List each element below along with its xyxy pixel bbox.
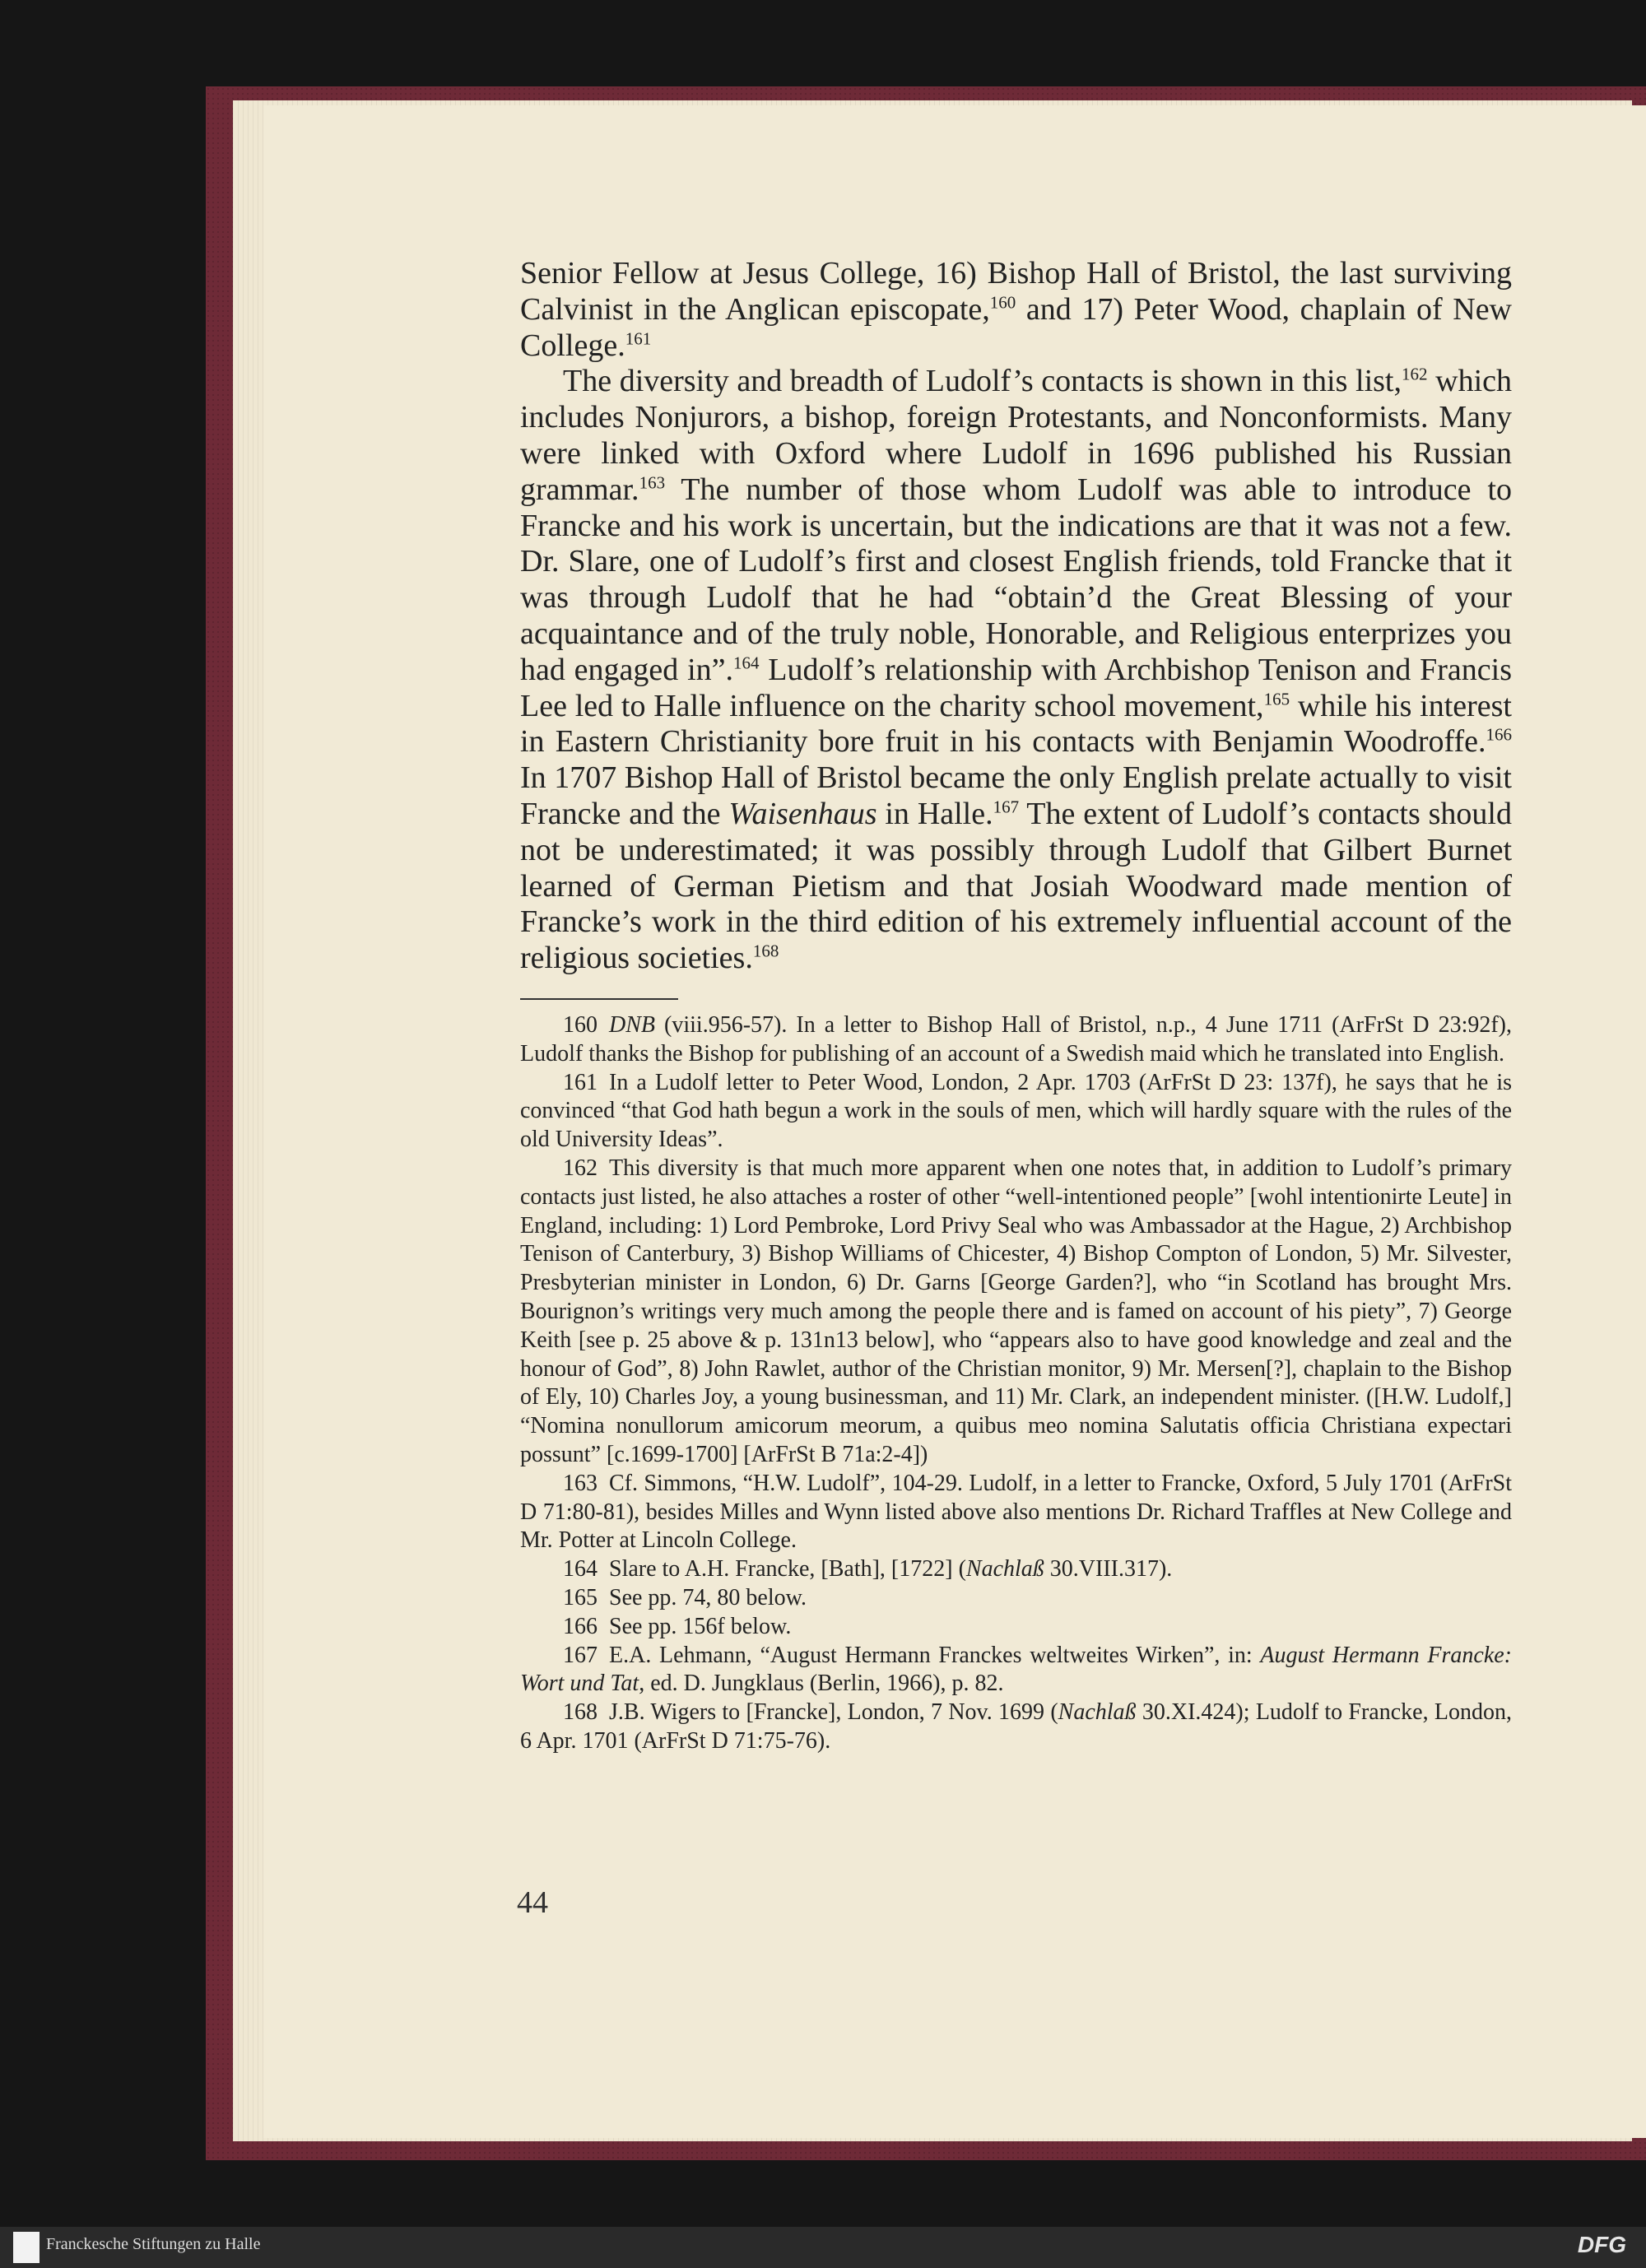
- footnote-text: See pp. 74, 80 below.: [609, 1584, 807, 1610]
- footnote: [520, 1011, 1512, 1069]
- footnote-text: Cf. Simmons, “H.W. Ludolf”, 104-29. Ludolf, in a letter to Francke, Oxford, 5 July 1701 (ArFrSt D 71:80-81), besides Milles and Wynn listed above also mentions Dr. Richard Traffles at New College and Mr. Potter at Lincoln College.: [520, 1470, 1512, 1554]
- footnote-text: E.A. Lehmann, “August Hermann Franckes weltweites Wirken”, in:: [609, 1642, 1261, 1668]
- footnote-text: 30.VIII.317).: [1044, 1556, 1173, 1582]
- institution-label: Franckesche Stiftungen zu Halle: [46, 2235, 261, 2253]
- body-text: while his interest in Eastern Christianity bore fruit in his contacts with Benjamin Woodroffe.: [520, 688, 1512, 760]
- dfg-logo: DFG: [1577, 2232, 1626, 2257]
- body-text: Senior Fellow at Jesus College, 16) Bishop Hall of Bristol, the last surviving Calvinist in the Anglican episcopate,: [520, 256, 1512, 327]
- footnote-italic: DNB: [609, 1012, 655, 1038]
- body-text: [520, 256, 1512, 977]
- footnote-rule: [520, 998, 678, 1000]
- footnote: [520, 1470, 1512, 1555]
- body-text: and 17) Peter Wood, chaplain of New College.: [520, 291, 1513, 363]
- footnote-ref: 165: [1263, 688, 1290, 709]
- footnote-number: 165: [563, 1584, 597, 1610]
- body-paragraph: [520, 256, 1512, 364]
- footnote: [520, 1642, 1512, 1699]
- footnote-number: 163: [563, 1470, 597, 1496]
- footnote-text: 30.XI.424); Ludolf to Francke, London, 6 Apr. 1701 (ArFrSt D 71:75-76).: [520, 1699, 1512, 1754]
- footnote-ref: 164: [733, 653, 760, 673]
- institution-logo-icon: [13, 2232, 40, 2263]
- footnotes: [520, 1011, 1512, 1756]
- footnote-ref: 167: [993, 797, 1020, 817]
- footnote-number: 166: [563, 1613, 597, 1639]
- body-text: in Halle.: [876, 796, 993, 831]
- footnote-text: This diversity is that much more apparent when one notes that, in addition to Ludolf’s primary contacts just listed, he also attaches a roster of other “well-intentioned people” [wohl intentionirte Leute] in England, including: 1) Lord Pembroke, Lord Privy Seal who was Ambassador at the Hague, 2) Archbishop Tenison of Canterbury, 3) Bishop Williams of Chicester, 4) Bishop Compton of London, 5) Mr. Silvester, Presbyterian minister in London, 6) Dr. Garns [George Garden?], who “in Scotland has brought Mrs. Bourignon’s writings very much among the people there and is famed on account of his piety”, 7) George Keith [see p. 25 above & p. 131n13 below], who “appears also to have good knowledge and zeal and the honour of God”, 8) John Rawlet, author of the Christian monitor, 9) Mr. Mersen[?], chaplain to the Bishop of Ely, 10) Charles Joy, a young businessman, and 11) Mr. Clark, an independent minister. ([H.W. Ludolf,] “Nomina nonullorum amicorum meorum, a quibus meo nomina Salutatis officia Christiana expectari possunt” [c.1699-1700] [ArFrSt B 71a:2-4]): [520, 1155, 1512, 1467]
- footnote-number: 160: [563, 1012, 597, 1038]
- footnote-number: 162: [563, 1155, 597, 1181]
- footnote-number: 168: [563, 1699, 597, 1726]
- footnote-italic: August Hermann Francke: Wort und Tat: [520, 1642, 1513, 1697]
- footnote-ref: 163: [639, 472, 666, 493]
- footnote: [520, 1555, 1512, 1584]
- page-number: 44: [517, 1885, 548, 1920]
- footnote-number: 164: [563, 1556, 597, 1582]
- footnote-ref: 168: [752, 941, 779, 961]
- footnote-ref: 166: [1486, 724, 1512, 745]
- body-text: which includes Nonjurors, a bishop, foreign Protestants, and Nonconformists. Many were linked with Oxford where Ludolf in 1696 published his Russian grammar.: [520, 364, 1512, 507]
- body-text: In 1707 Bishop Hall of Bristol became the only English prelate actually to visit Francke and the: [520, 760, 1512, 831]
- footnote-number: 167: [563, 1642, 597, 1668]
- footnote-text: In a Ludolf letter to Peter Wood, London, 2 Apr. 1703 (ArFrSt D 23: 137f), he says that he is convinced “that God hath begun a work in the souls of men, which will hardly square with the rules of the old University Ideas”.: [520, 1069, 1512, 1153]
- footnote: [520, 1613, 1512, 1642]
- body-text: The number of those whom Ludolf was able to introduce to Francke and his work is uncertain, but the indications are that it was not a few. Dr. Slare, one of Ludolf’s first and closest English friends, told Francke that it was through Ludolf that he had “obtain’d the Great Blessing of your acquaintance and of the truly noble, Honorable, and Religious enterprizes you had engaged in”.: [520, 472, 1512, 687]
- footnote-text: , ed. D. Jungklaus (Berlin, 1966), p. 82.: [639, 1671, 1004, 1697]
- body-text: The extent of Ludolf’s contacts should not be underestimated; it was possibly through Ludolf that Gilbert Burnet learned of German Pietism and that Josiah Woodward made mention of Francke’s work in the third edition of his extremely influential account of the religious societies.: [520, 796, 1512, 976]
- footnote: [520, 1155, 1512, 1470]
- body-paragraph: [520, 364, 1512, 977]
- footnote-ref: 161: [625, 328, 652, 348]
- body-text: The diversity and breadth of Ludolf’s contacts is shown in this list,: [563, 364, 1402, 399]
- footnote-italic: Nachlaß: [965, 1556, 1044, 1582]
- body-text: Ludolf’s relationship with Archbishop Tenison and Francis Lee led to Halle influence on the charity school movement,: [520, 652, 1512, 723]
- footnote-text: See pp. 156f below.: [609, 1613, 792, 1639]
- footnote-ref: 162: [1401, 364, 1428, 384]
- footnote-ref: 160: [989, 292, 1016, 313]
- footnote-italic: Nachlaß: [1058, 1699, 1137, 1726]
- footnote: [520, 1069, 1512, 1155]
- footnote: [520, 1584, 1512, 1613]
- footnote-text: Slare to A.H. Francke, [Bath], [1722] (: [609, 1556, 966, 1582]
- body-italic: Waisenhaus: [728, 796, 877, 831]
- footnote: [520, 1699, 1512, 1756]
- footnote-text: (viii.956-57). In a letter to Bishop Hall of Bristol, n.p., 4 June 1711 (ArFrSt D 23:92f), Ludolf thanks the Bishop for publishing of an account of a Swedish maid which he translated into English.: [520, 1012, 1512, 1067]
- footnote-number: 161: [563, 1069, 597, 1095]
- footnote-text: J.B. Wigers to [Francke], London, 7 Nov. 1699 (: [609, 1699, 1058, 1726]
